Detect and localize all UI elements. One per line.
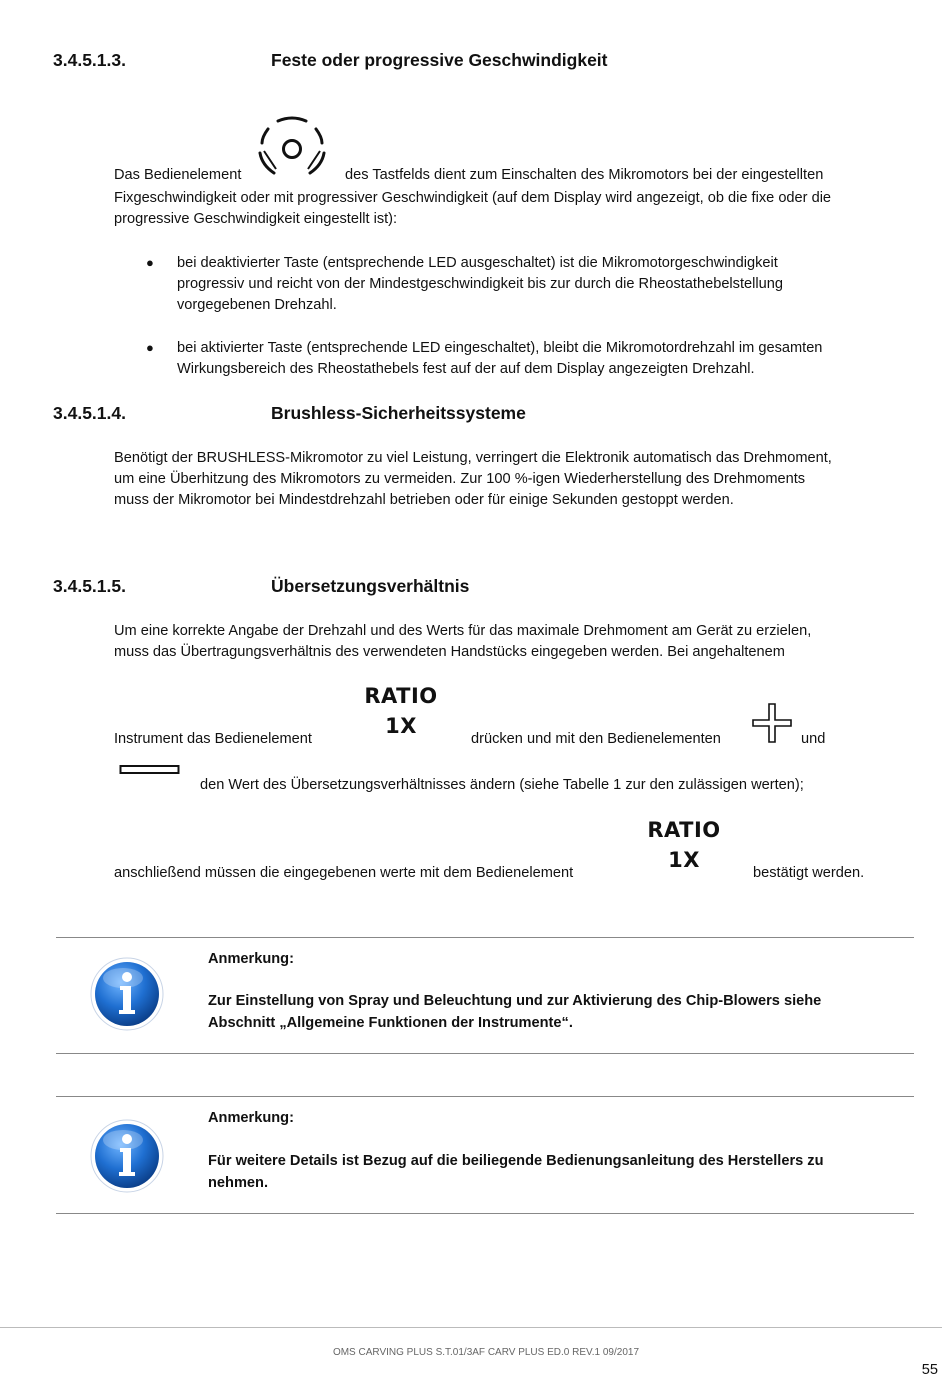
paragraph (114, 448, 904, 511)
speed-control-icon (254, 113, 330, 181)
divider (56, 1053, 914, 1054)
ratio-button-icon (641, 815, 727, 875)
bullet-line: Wirkungsbereich des Rheostathebels fest auf der auf dem Display angezeigten Drehzahl. (177, 361, 755, 377)
divider (56, 1213, 914, 1214)
section-title: Übersetzungsverhältnis (271, 576, 470, 596)
bullet-line: progressiv und reicht von der Mindestgeschwindigkeit bis zur durch die Rheostathebelstellung (177, 276, 783, 292)
ratio-value: 1X (385, 714, 417, 738)
ratio-value: 1X (668, 848, 700, 872)
note-title: Anmerkung: (208, 1110, 294, 1126)
section-title: Feste oder progressive Geschwindigkeit (271, 50, 608, 70)
ratio-row-text-3: und (801, 731, 826, 747)
note-line: Für weitere Details ist Bezug auf die beiliegende Bedienungsanleitung des Herstellers zu (208, 1153, 824, 1169)
section-title: Brushless-Sicherheitssysteme (271, 403, 526, 423)
section-number: 3.4.5.1.3. (53, 50, 126, 70)
footer-divider (0, 1327, 942, 1328)
ratio-button-icon (358, 681, 444, 741)
info-icon (89, 1118, 165, 1194)
paragraph-line: um eine Überhitzung des Mikromotors zu vermeiden. Zur 100 %-igen Wiederherstellung des Drehmoments (114, 471, 806, 487)
note-line: nehmen. (208, 1175, 269, 1191)
section-number: 3.4.5.1.4. (53, 403, 126, 423)
intro-text-end: des Tastfelds dient zum Einschalten des Mikromotors bei der eingestellten (345, 167, 824, 183)
page-number: 55 (921, 1362, 938, 1378)
paragraph-line: muss das Übertragungsverhältnis des verwendeten Handstücks eingegeben werden. Bei angehaltenem (114, 644, 785, 660)
note-line: Zur Einstellung von Spray und Beleuchtung und zur Aktivierung des Chip-Blowers siehe (208, 993, 822, 1009)
bullet-line: bei deaktivierter Taste (entsprechende LED ausgeschaltet) ist die Mikromotorgeschwindigkeit (177, 255, 778, 271)
intro-text-start: Das Bedienelement (114, 167, 242, 183)
footer-text: OMS CARVING PLUS S.T.01/3AF CARV PLUS ED.0 REV.1 09/2017 (332, 1347, 640, 1358)
divider (56, 1096, 914, 1097)
ratio-label: RATIO (647, 818, 721, 842)
note-text (208, 1150, 888, 1194)
bullet-item (177, 253, 897, 316)
divider (56, 937, 914, 938)
bullet-icon: ● (146, 340, 154, 355)
bullet-line: vorgegebenen Drehzahl. (177, 297, 337, 313)
info-icon (89, 956, 165, 1032)
confirm-text-2: bestätigt werden. (753, 865, 865, 881)
ratio-label: RATIO (364, 684, 438, 708)
bullet-icon: ● (146, 255, 154, 270)
paragraph-line: Um eine korrekte Angabe der Drehzahl und des Werts für das maximale Drehmoment am Gerät zu erzielen, (114, 623, 812, 639)
section-number: 3.4.5.1.5. (53, 576, 126, 596)
paragraph-line: Benötigt der BRUSHLESS-Mikromotor zu viel Leistung, verringert die Elektronik automatisch das Drehmoment, (114, 450, 832, 466)
note-line: Abschnitt „Allgemeine Funktionen der Instrumente“. (208, 1015, 573, 1031)
bullet-line: bei aktivierter Taste (entsprechende LED eingeschaltet), bleibt die Mikromotordrehzahl im gesamten (177, 340, 823, 356)
intro-line-2: Fixgeschwindigkeit oder mit progressiver Geschwindigkeit (auf dem Display wird angezeigt, ob die fixe oder die (114, 190, 832, 206)
ratio-row-text-1: Instrument das Bedienelement (114, 731, 312, 747)
note-title: Anmerkung: (208, 951, 294, 967)
ratio-row-text-2: drücken und mit den Bedienelementen (471, 731, 721, 747)
ratio-row-text-4: den Wert des Übersetzungsverhältnisses ändern (siehe Tabelle 1 zur den zulässigen werten); (200, 777, 804, 793)
bullet-item (177, 338, 897, 380)
paragraph-line: muss der Mikromotor bei Mindestdrehzahl betrieben oder für einige Sekunden gestoppt werden. (114, 492, 734, 508)
plus-icon (751, 702, 793, 744)
intro-line-3: progressive Geschwindigkeit eingestellt ist): (114, 211, 398, 227)
confirm-text-1: anschließend müssen die eingegebenen werte mit dem Bedienelement (114, 865, 574, 881)
note-text (208, 990, 888, 1034)
minus-icon (119, 764, 181, 776)
